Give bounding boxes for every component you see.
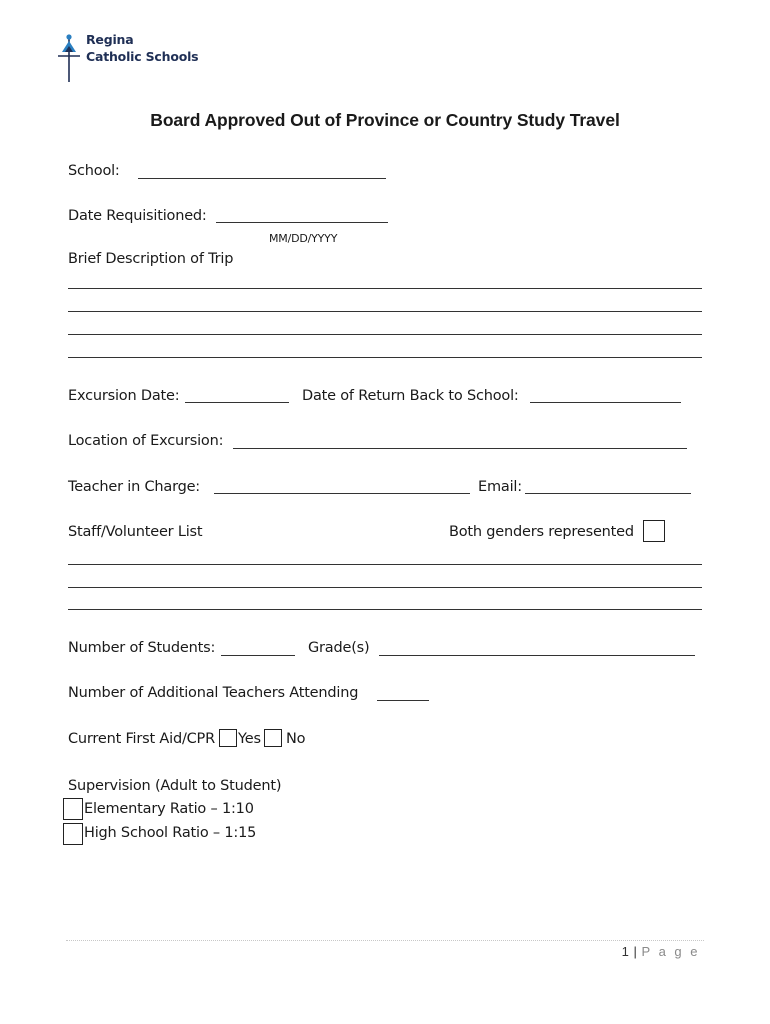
page-label: P a g e	[641, 944, 700, 959]
email-field[interactable]	[525, 493, 691, 494]
page-separator: |	[633, 944, 638, 959]
additional-teachers-field[interactable]	[377, 700, 429, 701]
date-requisitioned-label: Date Requisitioned:	[68, 208, 207, 224]
location-field[interactable]	[233, 448, 687, 449]
grades-label: Grade(s)	[308, 640, 370, 656]
brief-description-label: Brief Description of Trip	[68, 251, 234, 267]
excursion-date-label: Excursion Date:	[68, 388, 180, 404]
first-aid-yes-checkbox[interactable]	[219, 729, 237, 747]
high-school-ratio-checkbox[interactable]	[63, 823, 83, 845]
staff-line-3[interactable]	[68, 609, 702, 610]
both-genders-checkbox[interactable]	[643, 520, 665, 542]
first-aid-no-label: No	[286, 731, 306, 747]
both-genders-label: Both genders represented	[449, 524, 634, 540]
page-number: 1	[621, 944, 630, 959]
first-aid-no-checkbox[interactable]	[264, 729, 282, 747]
date-format-hint: MM/DD/YYYY	[269, 232, 338, 245]
school-field[interactable]	[138, 178, 386, 179]
description-line-4[interactable]	[68, 357, 702, 358]
school-label: School:	[68, 163, 120, 179]
description-line-1[interactable]	[68, 288, 702, 289]
staff-line-2[interactable]	[68, 587, 702, 588]
excursion-date-field[interactable]	[185, 402, 289, 403]
additional-teachers-label: Number of Additional Teachers Attending	[68, 685, 359, 701]
elementary-ratio-checkbox[interactable]	[63, 798, 83, 820]
description-line-3[interactable]	[68, 334, 702, 335]
supervision-label: Supervision (Adult to Student)	[68, 778, 282, 794]
footer-rule	[66, 940, 704, 941]
regina-cross-logo-icon	[56, 32, 84, 84]
email-label: Email:	[478, 479, 522, 495]
form-title: Board Approved Out of Province or Country Study Travel	[150, 110, 620, 130]
teacher-label: Teacher in Charge:	[68, 479, 200, 495]
date-of-return-label: Date of Return Back to School:	[302, 388, 519, 404]
page-footer	[560, 944, 700, 959]
date-requisitioned-field[interactable]	[216, 222, 388, 223]
first-aid-yes-label: Yes	[238, 731, 261, 747]
description-line-2[interactable]	[68, 311, 702, 312]
logo	[56, 32, 206, 84]
logo-line-2: Catholic Schools	[86, 49, 199, 64]
grades-field[interactable]	[379, 655, 695, 656]
staff-line-1[interactable]	[68, 564, 702, 565]
high-school-ratio-label: High School Ratio – 1:15	[84, 825, 257, 841]
first-aid-label: Current First Aid/CPR	[68, 731, 215, 747]
logo-line-1: Regina	[86, 32, 134, 47]
teacher-field[interactable]	[214, 493, 470, 494]
num-students-field[interactable]	[221, 655, 295, 656]
num-students-label: Number of Students:	[68, 640, 216, 656]
date-of-return-field[interactable]	[530, 402, 681, 403]
location-label: Location of Excursion:	[68, 433, 224, 449]
elementary-ratio-label: Elementary Ratio – 1:10	[84, 801, 254, 817]
staff-list-label: Staff/Volunteer List	[68, 524, 203, 540]
